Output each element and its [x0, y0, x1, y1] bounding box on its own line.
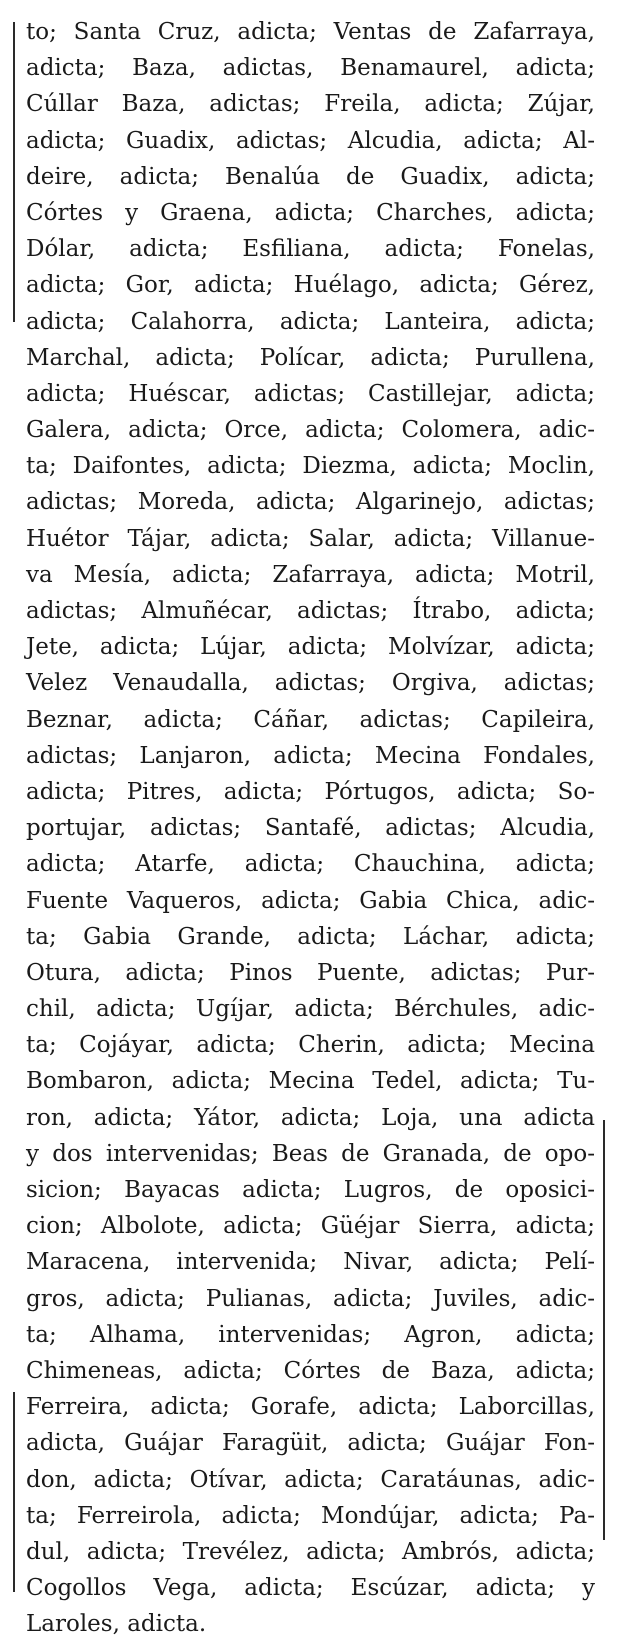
- text-line: adicta; Huéscar, adictas; Castillejar, adicta;: [26, 380, 595, 407]
- text-line: Otura, adicta; Pinos Puente, adictas; Pur-: [26, 959, 595, 986]
- text-line: Dólar, adicta; Esfiliana, adicta; Fonelas,: [26, 236, 595, 263]
- text-line: Velez Venaudalla, adictas; Orgiva, adictas;: [26, 670, 595, 697]
- text-line: adicta; Pitres, adicta; Pórtugos, adicta; So-: [26, 778, 595, 805]
- text-line: ta; Gabia Grande, adicta; Láchar, adicta;: [26, 923, 595, 950]
- text-line: Cogollos Vega, adicta; Escúzar, adicta; y: [26, 1575, 595, 1602]
- text-line: dul, adicta; Trevélez, adicta; Ambrós, adicta;: [26, 1538, 595, 1565]
- text-line: ta; Cojáyar, adicta; Cherin, adicta; Mecina: [26, 1032, 595, 1059]
- text-line: Beznar, adicta; Cáñar, adictas; Capileira,: [26, 706, 595, 733]
- text-line: adicta; Baza, adictas, Benamaurel, adicta;: [26, 55, 595, 82]
- text-line: Huétor Tájar, adicta; Salar, adicta; Villanue-: [26, 525, 595, 552]
- text-line: va Mesía, adicta; Zafarraya, adicta; Motril,: [26, 561, 595, 588]
- text-line: Ferreira, adicta; Gorafe, adicta; Laborcillas,: [26, 1394, 595, 1421]
- text-line: adicta; Atarfe, adicta; Chauchina, adicta;: [26, 851, 595, 878]
- text-line: adicta; Calahorra, adicta; Lanteira, adicta;: [26, 308, 595, 335]
- text-line: Jete, adicta; Lújar, adicta; Molvízar, adicta;: [26, 634, 595, 661]
- text-line: Córtes y Graena, adicta; Charches, adicta;: [26, 199, 595, 226]
- text-line: adicta; Guadix, adictas; Alcudia, adicta; Al-: [26, 127, 595, 154]
- text-line: ta; Ferreirola, adicta; Mondújar, adicta; Pa-: [26, 1502, 595, 1529]
- text-line: Marchal, adicta; Polícar, adicta; Purullena,: [26, 344, 595, 371]
- text-line: Cúllar Baza, adictas; Freila, adicta; Zújar,: [26, 91, 595, 118]
- text-line: adictas; Moreda, adicta; Algarinejo, adictas;: [26, 489, 595, 516]
- text-line: sicion; Bayacas adicta; Lugros, de oposici-: [26, 1177, 595, 1203]
- text-line-final: Laroles, adicta.: [26, 1611, 207, 1638]
- text-line: y dos intervenidas; Beas de Granada, de opo-: [26, 1140, 595, 1167]
- text-line: adictas; Almuñécar, adictas; Ítrabo, adicta;: [26, 598, 595, 624]
- text-line: Chimeneas, adicta; Córtes de Baza, adicta;: [26, 1357, 595, 1384]
- text-line: ta; Daifontes, adicta; Diezma, adicta; Moclin,: [26, 453, 595, 480]
- text-line: ron, adicta; Yátor, adicta; Loja, una adicta: [26, 1104, 595, 1131]
- text-line: adictas; Lanjaron, adicta; Mecina Fondales,: [26, 742, 595, 769]
- text-line: to; Santa Cruz, adicta; Ventas de Zafarraya,: [26, 19, 595, 45]
- text-line: Bombaron, adicta; Mecina Tedel, adicta; Tu-: [26, 1068, 595, 1095]
- text-line: ta; Alhama, intervenidas; Agron, adicta;: [26, 1321, 595, 1348]
- text-line: don, adicta; Otívar, adicta; Caratáunas, adic-: [26, 1466, 595, 1493]
- text-line: chil, adicta; Ugíjar, adicta; Bérchules, adic-: [26, 996, 595, 1023]
- text-line: adicta, Guájar Faragüit, adicta; Guájar Fon-: [26, 1430, 595, 1457]
- text-line: gros, adicta; Pulianas, adicta; Juviles, adic-: [26, 1285, 595, 1312]
- text-line: Fuente Vaqueros, adicta; Gabia Chica, adic-: [26, 887, 595, 914]
- text-line: adicta; Gor, adicta; Huélago, adicta; Gérez,: [26, 272, 595, 299]
- text-line: portujar, adictas; Santafé, adictas; Alcudia,: [26, 815, 595, 842]
- text-line: Galera, adicta; Orce, adicta; Colomera, adic-: [26, 417, 595, 444]
- text-line: cion; Albolote, adicta; Güéjar Sierra, adicta;: [26, 1213, 595, 1240]
- text-line: Maracena, intervenida; Nivar, adicta; Pelí-: [26, 1249, 595, 1276]
- text-line: deire, adicta; Benalúa de Guadix, adicta;: [26, 163, 595, 190]
